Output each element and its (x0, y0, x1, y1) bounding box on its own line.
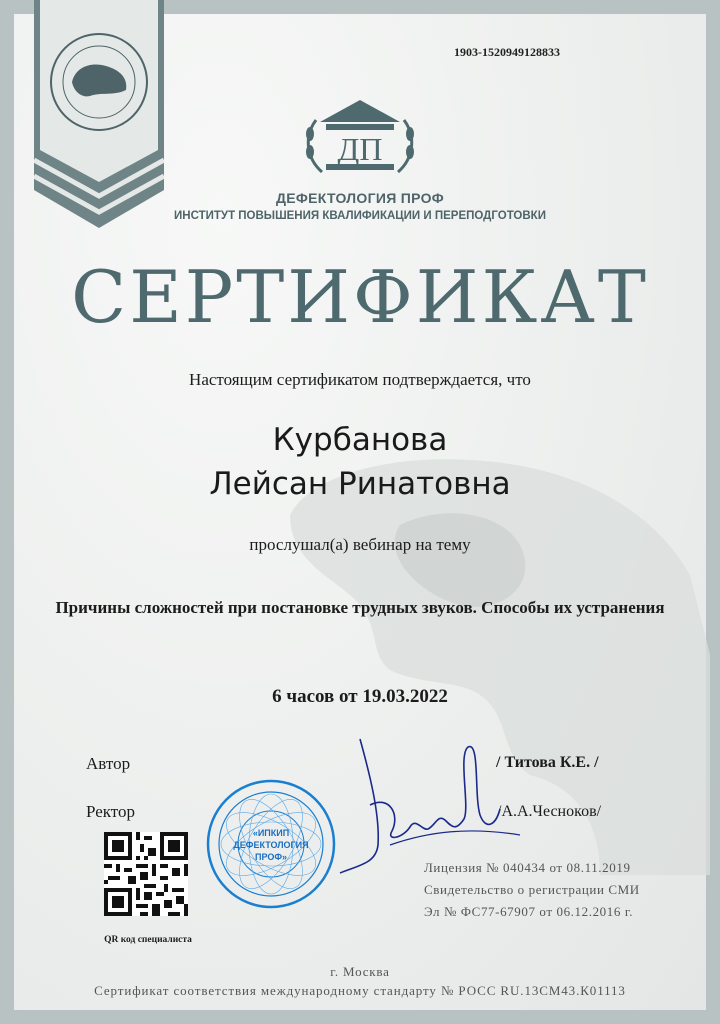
rector-signature (330, 735, 530, 875)
certificate-title: СЕРТИФИКАТ (71, 255, 649, 339)
stamp-line-2: ДЕФЕКТОЛОГИЯ (233, 840, 309, 850)
license-line-2: Свидетельство о регистрации СМИ (424, 882, 640, 897)
rector-label: Ректор (86, 802, 136, 821)
webinar-topic: Причины сложностей при постановке трудных звуков. Способы их устранения (55, 598, 665, 617)
organization-name: ДЕФЕКТОЛОГИЯ ПРОФ (275, 190, 445, 206)
serial-number: 1903-1520949128833 (454, 45, 560, 59)
action-text: прослушал(а) вебинар на тему (249, 535, 471, 554)
duration-date: 6 часов от 19.03.2022 (272, 686, 448, 707)
author-name: / Титова К.Е. / (496, 754, 599, 771)
recipient-name (0, 418, 720, 506)
qr-caption: QR код специалиста (104, 935, 192, 945)
rector-name: /А.А.Чесноков/ (497, 803, 602, 820)
organization-subtitle: ИНСТИТУТ ПОВЫШЕНИЯ КВАЛИФИКАЦИИ И ПЕРЕПОДГОТОВКИ (174, 210, 546, 222)
stamp-line-1: «ИПКИП (252, 828, 290, 838)
recipient-surname: Курбанова (272, 422, 448, 458)
qr-code[interactable] (104, 832, 188, 916)
institute-logo (300, 100, 420, 180)
author-label: Автор (86, 754, 131, 773)
city: г. Москва (330, 964, 390, 979)
stamp-line-3: ПРОФ» (254, 852, 288, 862)
intro-text: Настоящим сертификатом подтверждается, что (189, 370, 531, 389)
standard-certificate-line: Сертификат соответствия международному стандарту № РОСС RU.13СМ43.К01113 (94, 983, 626, 998)
license-line-1: Лицензия № 040434 от 08.11.2019 (424, 860, 631, 875)
recipient-given-names: Лейсан Ринатовна (209, 466, 511, 502)
official-stamp (205, 778, 337, 910)
license-line-3: Эл № ФС77-67907 от 06.12.2016 г. (424, 904, 634, 919)
logo-letters: ДП (337, 131, 383, 167)
